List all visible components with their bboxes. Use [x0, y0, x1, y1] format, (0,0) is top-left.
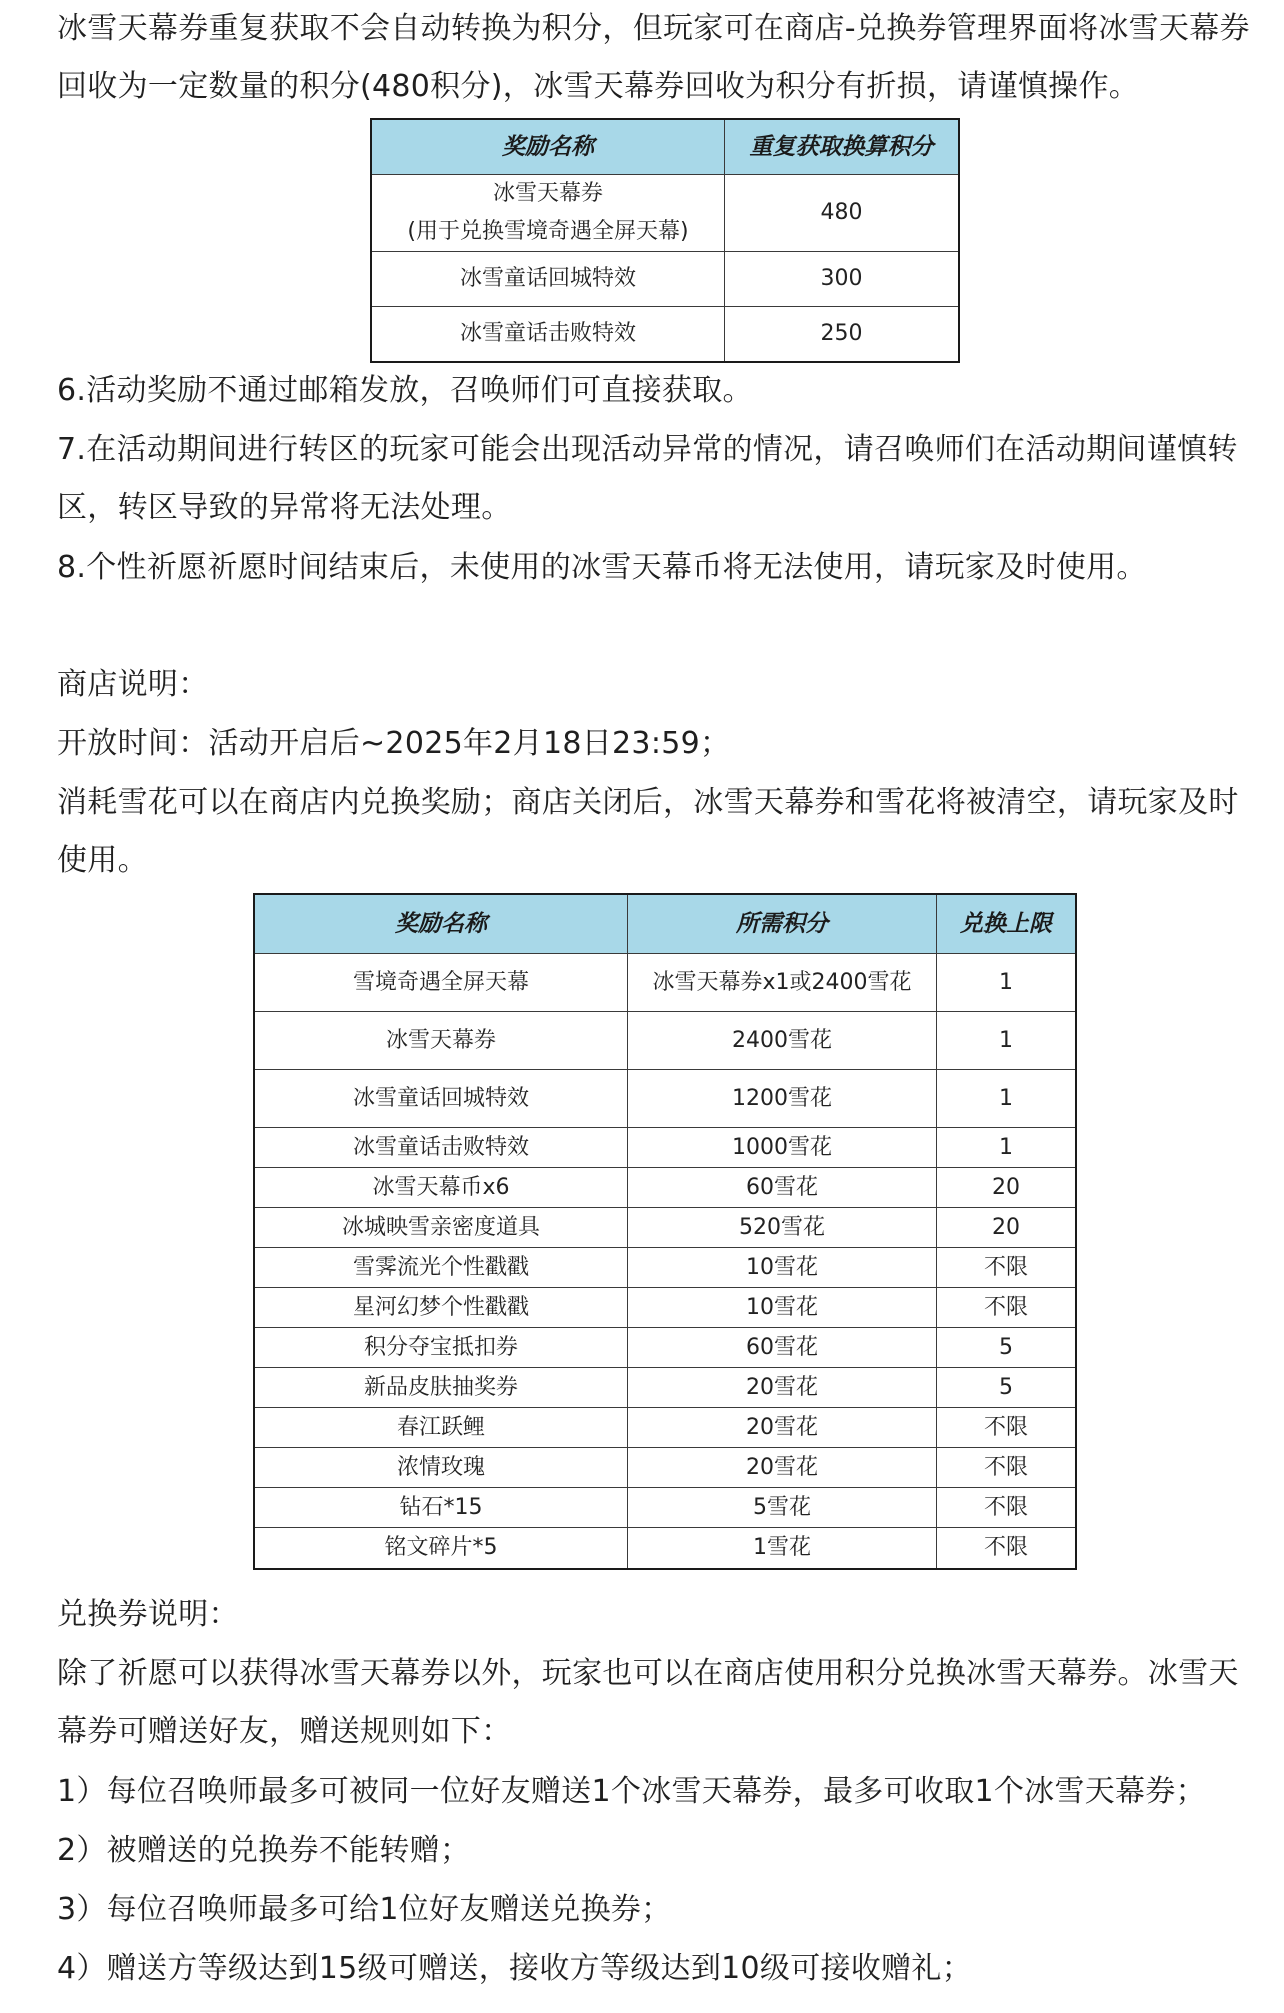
- limit-cell: 5: [937, 1328, 1077, 1368]
- limit-cell: 不限: [937, 1528, 1077, 1569]
- table-row: [371, 175, 959, 252]
- col-header-limit: 兑换上限: [937, 894, 1077, 954]
- reward-name-cell: 冰雪童话击败特效: [254, 1128, 628, 1168]
- reward-name-cell: 雪境奇遇全屏天幕: [254, 954, 628, 1012]
- table-row: [254, 1208, 1076, 1248]
- limit-cell: 20: [937, 1208, 1077, 1248]
- table-row: [371, 307, 959, 362]
- table-row: [254, 1488, 1076, 1528]
- voucher-rule-3: 3）每位召唤师最多可给1位好友赠送兑换券；: [57, 1892, 672, 1927]
- table-row: [254, 954, 1076, 1012]
- table-row: [254, 1528, 1076, 1569]
- points-cell: 480: [725, 175, 960, 252]
- table-row: [254, 1328, 1076, 1368]
- shop-open-time: 开放时间：活动开启后~2025年2月18日23:59；: [57, 726, 731, 761]
- table-row: [254, 1368, 1076, 1408]
- table-row: [254, 1408, 1076, 1448]
- conversion-table: [370, 118, 960, 363]
- limit-cell: 不限: [937, 1448, 1077, 1488]
- table-header-row: [254, 894, 1076, 954]
- cost-cell: 1200雪花: [628, 1070, 937, 1128]
- limit-cell: 5: [937, 1368, 1077, 1408]
- reward-name-cell: 冰雪天幕券: [254, 1012, 628, 1070]
- limit-cell: 1: [937, 954, 1077, 1012]
- cost-cell: 5雪花: [628, 1488, 937, 1528]
- reward-name-cell: [371, 175, 725, 252]
- reward-name-cell: 冰雪童话回城特效: [254, 1070, 628, 1128]
- limit-cell: 1: [937, 1012, 1077, 1070]
- cost-cell: 20雪花: [628, 1448, 937, 1488]
- voucher-rule-4: 4）赠送方等级达到15级可赠送，接收方等级达到10级可接收赠礼；: [57, 1951, 973, 1986]
- note-8: 8.个性祈愿祈愿时间结束后，未使用的冰雪天幕币将无法使用，请玩家及时使用。: [57, 550, 1147, 585]
- intro-paragraph: 冰雪天幕券重复获取不会自动转换为积分，但玩家可在商店-兑换券管理界面将冰雪天幕券回收为一定数量的积分(480积分)，冰雪天幕券回收为积分有折损，请谨慎操作。: [57, 11, 1250, 104]
- shop-description: 消耗雪花可以在商店内兑换奖励；商店关闭后，冰雪天幕券和雪花将被清空，请玩家及时使用。: [57, 785, 1239, 878]
- col-header-points: 重复获取换算积分: [725, 119, 960, 175]
- reward-name-cell: 冰雪童话击败特效: [371, 307, 725, 362]
- voucher-description: 除了祈愿可以获得冰雪天幕券以外，玩家也可以在商店使用积分兑换冰雪天幕券。冰雪天幕券可赠送好友，赠送规则如下：: [57, 1656, 1239, 1749]
- points-cell: 300: [725, 252, 960, 307]
- cost-cell: 60雪花: [628, 1168, 937, 1208]
- table-row: [254, 1448, 1076, 1488]
- limit-cell: 不限: [937, 1488, 1077, 1528]
- reward-name-cell: 冰雪天幕币x6: [254, 1168, 628, 1208]
- limit-cell: 不限: [937, 1248, 1077, 1288]
- table-row: [254, 1288, 1076, 1328]
- limit-cell: 1: [937, 1128, 1077, 1168]
- reward-name-sub: (用于兑换雪境奇遇全屏天幕): [407, 219, 689, 244]
- reward-name-cell: 钻石*15: [254, 1488, 628, 1528]
- shop-heading: 商店说明：: [57, 667, 209, 702]
- reward-name-cell: 春江跃鲤: [254, 1408, 628, 1448]
- reward-name-cell: 冰雪童话回城特效: [371, 252, 725, 307]
- cost-cell: 10雪花: [628, 1248, 937, 1288]
- col-header-reward-name: 奖励名称: [254, 894, 628, 954]
- table-header-row: [371, 119, 959, 175]
- points-cell: 250: [725, 307, 960, 362]
- table-row: [371, 252, 959, 307]
- reward-name-cell: 积分夺宝抵扣券: [254, 1328, 628, 1368]
- cost-cell: 2400雪花: [628, 1012, 937, 1070]
- voucher-heading: 兑换券说明：: [57, 1597, 239, 1632]
- reward-name-cell: 浓情玫瑰: [254, 1448, 628, 1488]
- cost-cell: 冰雪天幕券x1或2400雪花: [628, 954, 937, 1012]
- voucher-rule-2: 2）被赠送的兑换券不能转赠；: [57, 1833, 471, 1868]
- reward-name: 冰雪天幕券: [492, 181, 603, 206]
- note-7: 7.在活动期间进行转区的玩家可能会出现活动异常的情况，请召唤师们在活动期间谨慎转区，转区导致的异常将无法处理。: [57, 432, 1238, 525]
- reward-name-cell: 新品皮肤抽奖券: [254, 1368, 628, 1408]
- cost-cell: 10雪花: [628, 1288, 937, 1328]
- table-row: [254, 1070, 1076, 1128]
- limit-cell: 20: [937, 1168, 1077, 1208]
- limit-cell: 1: [937, 1070, 1077, 1128]
- table-row: [254, 1012, 1076, 1070]
- table-row: [254, 1168, 1076, 1208]
- cost-cell: 1000雪花: [628, 1128, 937, 1168]
- col-header-cost: 所需积分: [628, 894, 937, 954]
- reward-name-cell: 冰城映雪亲密度道具: [254, 1208, 628, 1248]
- table-row: [254, 1248, 1076, 1288]
- cost-cell: 20雪花: [628, 1408, 937, 1448]
- reward-name-cell: 雪霁流光个性戳戳: [254, 1248, 628, 1288]
- voucher-rule-1: 1）每位召唤师最多可被同一位好友赠送1个冰雪天幕券，最多可收取1个冰雪天幕券；: [57, 1774, 1206, 1809]
- limit-cell: 不限: [937, 1408, 1077, 1448]
- cost-cell: 20雪花: [628, 1368, 937, 1408]
- note-6: 6.活动奖励不通过邮箱发放，召唤师们可直接获取。: [57, 373, 753, 408]
- reward-name-cell: 星河幻梦个性戳戳: [254, 1288, 628, 1328]
- cost-cell: 520雪花: [628, 1208, 937, 1248]
- reward-name-cell: 铭文碎片*5: [254, 1528, 628, 1569]
- table-row: [254, 1128, 1076, 1168]
- cost-cell: 1雪花: [628, 1528, 937, 1569]
- col-header-reward-name: 奖励名称: [371, 119, 725, 175]
- cost-cell: 60雪花: [628, 1328, 937, 1368]
- shop-table: [253, 893, 1077, 1570]
- limit-cell: 不限: [937, 1288, 1077, 1328]
